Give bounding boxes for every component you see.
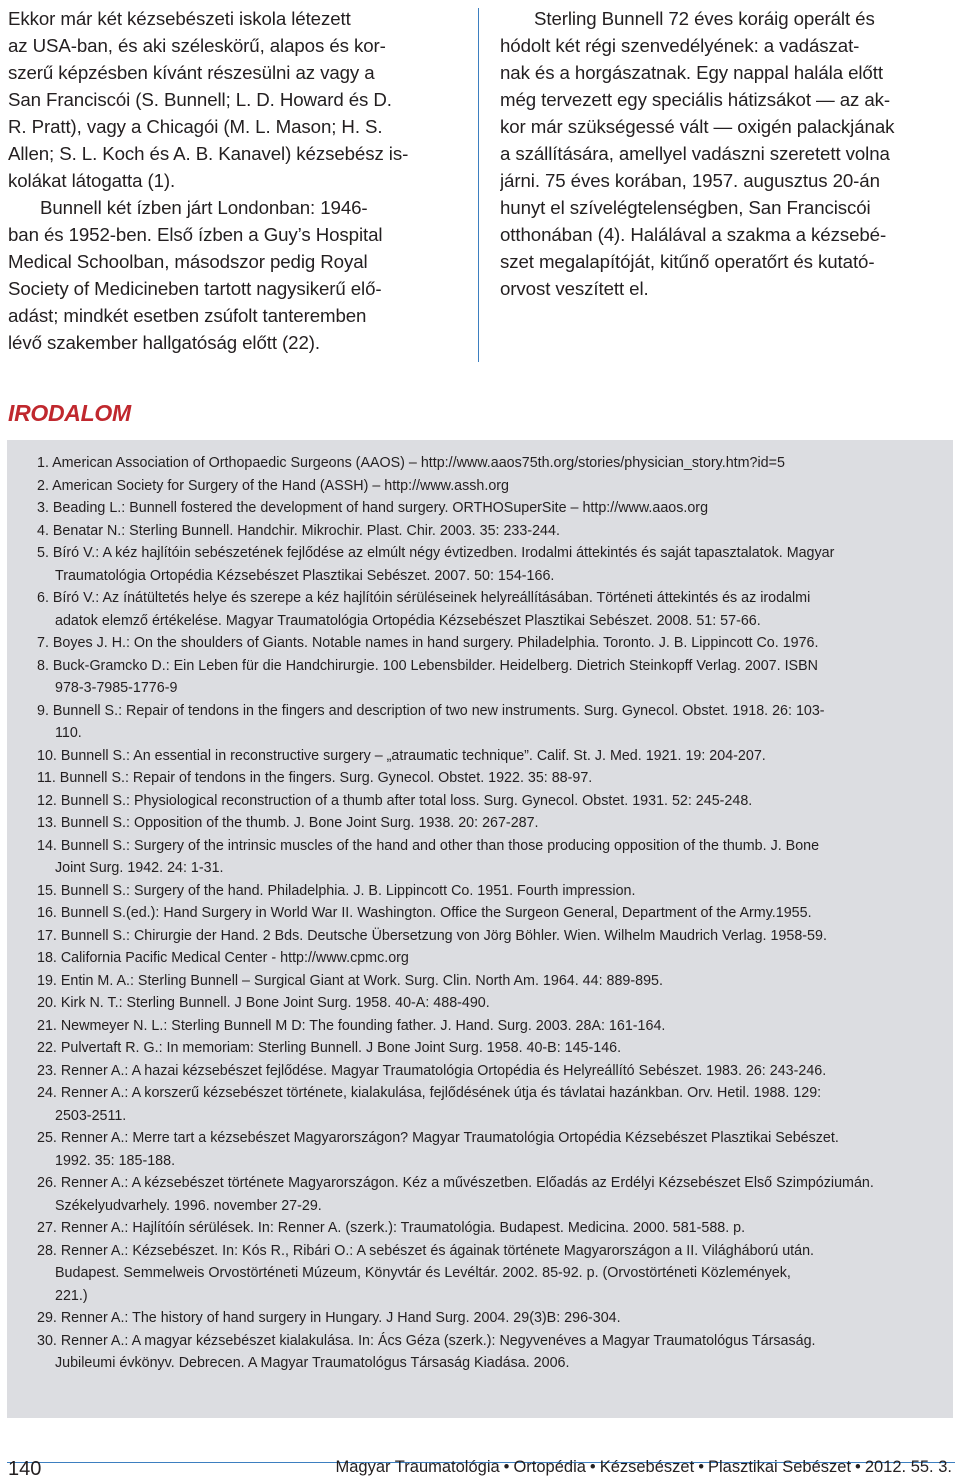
text-line: a szállítására, amellyel vadászni szeretett volna [500, 143, 890, 164]
text-line: lévő szakember hallgatóság előtt (22). [8, 332, 320, 353]
reference-item-continuation: adatok elemző értékelése. Magyar Traumatológia Ortopédia Kézsebészet Plasztikai Sebészet. 2008. 51: 57-66. [55, 612, 761, 629]
separator-bullet: • [589, 1458, 596, 1476]
text-line: nak és a horgászatnak. Egy nappal halála előtt [500, 62, 883, 83]
reference-item-continuation: 221.) [55, 1287, 88, 1304]
reference-item: 14. Bunnell S.: Surgery of the intrinsic muscles of the hand and other than those producing opposition of the thumb. J. Bone [37, 837, 820, 854]
separator-bullet: • [698, 1458, 704, 1476]
text-line: Allen; S. L. Koch és A. B. Kanavel) kézsebész is- [8, 143, 409, 164]
text-line: ban és 1952-ben. Első ízben a Guy’s Hospital [8, 224, 383, 245]
text-line: San Franciscói (S. Bunnell; L. D. Howard és D. [8, 89, 392, 110]
journal-part: Magyar Traumatológia [335, 1458, 500, 1476]
reference-item: 3. Beading L.: Bunnell fostered the development of hand surgery. ORTHOSuperSite – http://www.aaos.org [37, 500, 709, 516]
text-line: Sterling Bunnell 72 éves koráig operált és [534, 8, 875, 29]
left-text-column [8, 5, 458, 356]
text-line: Medical Schoolban, másodszor pedig Royal [8, 251, 368, 272]
text-line: kolákat látogatta (1). [8, 170, 176, 191]
reference-item: 20. Kirk N. T.: Sterling Bunnell. J Bone Joint Surg. 1958. 40-A: 488-490. [37, 995, 490, 1011]
reference-item: 5. Bíró V.: A kéz hajlítóin sebészetének fejlődése az elmúlt négy évtizedben. Irodalmi áttekintés és saját tapasztalatok. Magyar [37, 545, 835, 561]
reference-item: 22. Pulvertaft R. G.: In memoriam: Sterling Bunnell. J Bone Joint Surg. 1958. 40-B: 145-146. [37, 1040, 622, 1056]
reference-item: 23. Renner A.: A hazai kézsebészet fejlődése. Magyar Traumatológia Ortopédia és Helyreállító Sebészet. 1983. 26: 243-246. [37, 1062, 827, 1079]
right-text-column [500, 5, 952, 302]
reference-item: 10. Bunnell S.: An essential in reconstructive surgery – „atraumatic technique”. Calif. St. J. Med. 1921. 19: 204-207. [37, 747, 766, 764]
reference-item: 2. American Society for Surgery of the Hand (ASSH) – http://www.assh.org [37, 477, 510, 494]
reference-item: 25. Renner A.: Merre tart a kézsebészet Magyarországon? Magyar Traumatológia Ortopédia Kézsebészet Plasztikai Sebészet. [37, 1130, 839, 1146]
text-line: még tervezett egy speciális hátizsákot — az ak- [500, 89, 890, 110]
separator-bullet: • [855, 1458, 861, 1476]
reference-item: 11. Bunnell S.: Repair of tendons in the fingers. Surg. Gynecol. Obstet. 1922. 35: 88-97. [37, 770, 593, 786]
text-line: Ekkor már két kézsebészeti iskola létezett [8, 8, 351, 29]
reference-item: 21. Newmeyer N. L.: Sterling Bunnell M D: The founding father. J. Hand. Surg. 2003. 28A: 161-164. [37, 1017, 666, 1034]
journal-part: Plasztikai Sebészet [707, 1458, 852, 1476]
reference-item: 29. Renner A.: The history of hand surgery in Hungary. J Hand Surg. 2004. 29(3)B: 296-304. [37, 1310, 621, 1326]
reference-item: 13. Bunnell S.: Opposition of the thumb. J. Bone Joint Surg. 1938. 20: 267-287. [37, 815, 539, 831]
journal-issue: 2012. 55. 3. [864, 1458, 952, 1476]
text-line: szerű képzésben kívánt részesülni az vagy a [8, 62, 375, 83]
text-line: szet megalapítóját, kitűnő operatőrt és kutató- [500, 251, 875, 272]
reference-item: 17. Bunnell S.: Chirurgie der Hand. 2 Bds. Deutsche Übersetzung von Jörg Böhler. Wien. Wilhelm Maudrich Verlag. 1958-59. [37, 927, 827, 944]
journal-title [336, 1458, 953, 1477]
journal-part: Ortopédia [513, 1458, 586, 1476]
reference-item: 4. Benatar N.: Sterling Bunnell. Handchir. Mikrochir. Plast. Chir. 2003. 35: 233-244. [37, 522, 560, 539]
reference-item: 26. Renner A.: A kézsebészet története Magyarországon. Kéz a művészetben. Előadás az Erdélyi Kézsebészet Első Szimpóziumán. [37, 1175, 874, 1191]
reference-item: 30. Renner A.: A magyar kézsebészet kialakulása. In: Ács Géza (szerk.): Negyvenéves a Magyar Traumatológus Társaság. [37, 1332, 816, 1349]
reference-item-continuation: Jubileumi évkönyv. Debrecen. A Magyar Traumatológus Társaság Kiadása. 2006. [55, 1355, 570, 1371]
text-line: hunyt el szívelégtelenségben, San Franciscói [500, 197, 871, 218]
text-line: orvost veszített el. [500, 278, 649, 299]
reference-item-continuation: Budapest. Semmelweis Orvostörténeti Múzeum, Könyvtár és Levéltár. 2002. 85-92. p. (Orvostörténeti Közlemények, [55, 1265, 791, 1281]
section-heading: IRODALOM [8, 400, 131, 426]
column-divider [478, 8, 479, 362]
reference-item: 27. Renner A.: Hajlítóín sérülések. In: Renner A. (szerk.): Traumatológia. Budapest. Medicina. 2000. 581-588. p. [37, 1220, 746, 1236]
reference-item-continuation: 1992. 35: 185-188. [55, 1152, 176, 1169]
reference-item-continuation: Traumatológia Ortopédia Kézsebészet Plasztikai Sebészet. 2007. 50: 154-166. [55, 567, 555, 584]
reference-list [37, 452, 947, 1375]
reference-item-continuation: 2503-2511. [55, 1107, 127, 1124]
reference-item: 9. Bunnell S.: Repair of tendons in the fingers and description of two new instruments. Surg. Gynecol. Obstet. 1918. 26: 103- [37, 702, 825, 719]
reference-item: 12. Bunnell S.: Physiological reconstruction of a thumb after total loss. Surg. Gynecol. Obstet. 1931. 52: 245-248. [37, 792, 753, 809]
separator-bullet: • [503, 1458, 510, 1476]
reference-item: 16. Bunnell S.(ed.): Hand Surgery in World War II. Washington. Office the Surgeon General, Department of the Army.1955. [37, 905, 812, 921]
text-line: adást; mindkét esetben zsúfolt tanteremben [8, 305, 367, 326]
text-line: R. Pratt), vagy a Chicagói (M. L. Mason; H. S. [8, 116, 383, 137]
reference-item: 8. Buck-Gramcko D.: Ein Leben für die Handchirurgie. 100 Lebensbilder. Heidelberg. Dietrich Steinkopff Verlag. 2007. ISBN [37, 657, 818, 674]
reference-item-continuation: Székelyudvarhely. 1996. november 27-29. [55, 1197, 322, 1214]
reference-item-continuation: 110. [55, 725, 82, 741]
reference-item: 24. Renner A.: A korszerű kézsebészet története, kialakulása, fejlődésének útja és távlatai hazánkban. Orv. Hetil. 1988. 129: [37, 1085, 822, 1101]
reference-item-continuation: 978-3-7985-1776-9 [55, 680, 178, 696]
reference-item: 7. Boyes J. H.: On the shoulders of Giants. Notable names in hand surgery. Philadelphia. Toronto. J. B. Lippincott Co. 1976. [37, 635, 819, 651]
text-line: otthonában (4). Halálával a szakma a kézsebé- [500, 224, 887, 245]
text-line: az USA-ban, és aki széleskörű, alapos és kor- [8, 35, 386, 56]
journal-part: Kézsebészet [599, 1458, 695, 1476]
text-line: járni. 75 éves korában, 1957. augusztus 20-án [500, 170, 880, 191]
page-number: 140 [8, 1458, 42, 1480]
reference-item: 18. California Pacific Medical Center - http://www.cpmc.org [37, 950, 409, 966]
reference-item: 28. Renner A.: Kézsebészet. In: Kós R., Ribári O.: A sebészet és ágainak története Magyarországon a II. Világháború után. [37, 1242, 814, 1259]
reference-item: 6. Bíró V.: Az ínátültetés helye és szerepe a kéz hajlítóin sérüléseinek helyreállításában. Történeti áttekintés és az irodalmi [37, 590, 811, 606]
reference-item-continuation: Joint Surg. 1942. 24: 1-31. [55, 860, 224, 876]
reference-item: 15. Bunnell S.: Surgery of the hand. Philadelphia. J. B. Lippincott Co. 1951. Fourth impression. [37, 882, 636, 899]
text-line: Society of Medicineben tartott nagysikerű elő- [8, 278, 382, 299]
text-line: hódolt két régi szenvedélyének: a vadászat- [500, 35, 860, 56]
reference-item: 19. Entin M. A.: Sterling Bunnell – Surgical Giant at Work. Surg. Clin. North Am. 1964. 44: 889-895. [37, 972, 663, 989]
text-line: kor már szükségessé vált — oxigén palackjának [500, 116, 895, 137]
reference-item: 1. American Association of Orthopaedic Surgeons (AAOS) – http://www.aaos75th.org/stories/physician_story.htm?id=5 [37, 455, 785, 471]
text-line: Bunnell két ízben járt Londonban: 1946- [40, 197, 368, 218]
